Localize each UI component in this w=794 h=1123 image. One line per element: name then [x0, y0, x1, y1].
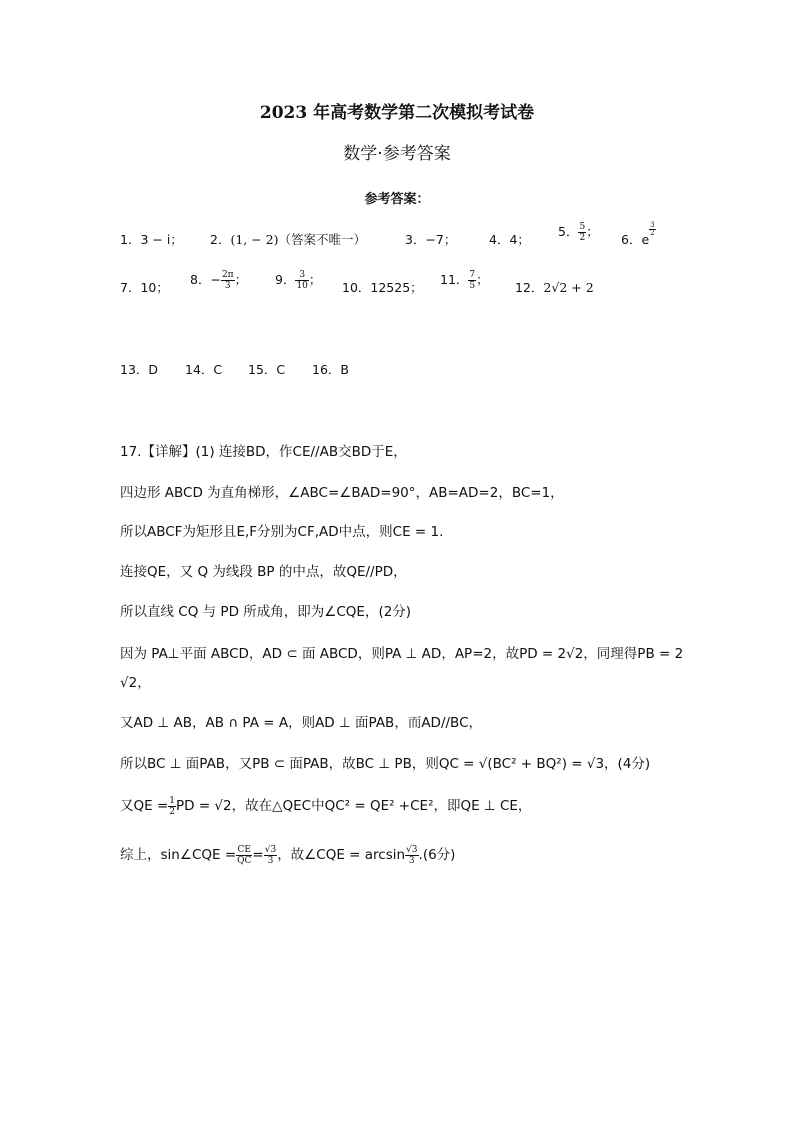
- solution-line-10-a: 综上，sin∠CQE =: [120, 847, 237, 863]
- solution-line-10: [120, 843, 455, 866]
- answer-12-value: 2√2 + 2: [543, 280, 594, 295]
- answer-9-fraction: [295, 270, 308, 291]
- answer-13: 13．D: [120, 362, 159, 377]
- answer-8-prefix: 8．−: [190, 272, 221, 287]
- answer-11-fraction: [468, 270, 476, 291]
- answer-2-prefix: 2．: [210, 232, 231, 247]
- solution-line-10-d: .(6分): [418, 847, 456, 863]
- answer-11: [440, 270, 489, 291]
- solution-line-9-numerator: 1: [169, 795, 175, 806]
- answer-8-semicolon: ；: [234, 272, 248, 287]
- answer-14: 14．C: [185, 362, 223, 377]
- answer-1: 1．3 − i；: [120, 232, 183, 247]
- answer-10: 10．12525；: [342, 280, 423, 295]
- answer-9-prefix: 9．: [275, 272, 296, 287]
- answer-9-numerator: 3: [295, 270, 308, 281]
- solution-line-8: 所以BC ⊥ 面PAB，又PB ⊂ 面PAB，故BC ⊥ PB，则QC = √(BC² + BQ²) = √3，(4分): [120, 756, 651, 772]
- answer-5: [558, 222, 599, 243]
- solution-line-10-num-1: CE: [237, 844, 251, 855]
- answer-5-numerator: 5: [579, 222, 586, 232]
- answer-16: 16．B: [312, 362, 349, 377]
- solution-line-10-den-3: 3: [408, 855, 415, 866]
- answer-11-denominator: 5: [469, 281, 476, 291]
- exam-subtitle: 数学·参考答案: [343, 144, 451, 164]
- solution-line-10-num-2: √3: [264, 844, 277, 855]
- solution-line-9-denominator: 2: [169, 806, 175, 817]
- solution-line-10-fraction-2: [264, 845, 277, 866]
- solution-line-10-den-1: QC: [237, 855, 252, 866]
- solution-line-6b: √2，: [120, 675, 151, 691]
- answer-8-fraction: [221, 270, 235, 291]
- answer-8-denominator: 3: [224, 281, 231, 291]
- answer-2-note: （答案不唯一）: [278, 232, 367, 247]
- answer-4: 4．4；: [489, 232, 530, 247]
- answer-6-exp-num: 3: [650, 221, 655, 229]
- solution-line-10-num-3: √3: [406, 844, 418, 855]
- solution-line-4: 连接QE，又 Q 为线段 BP 的中点，故QE//PD，: [120, 564, 407, 580]
- answer-9-denominator: 10: [296, 281, 308, 291]
- answer-12-prefix: 12．: [515, 280, 544, 295]
- answer-12: [515, 278, 594, 296]
- answer-6-exp-den: 2: [650, 229, 655, 237]
- solution-line-3: 所以ABCF为矩形且E,F分别为CF,AD中点，则CE = 1.: [120, 524, 444, 540]
- solution-line-5: 所以直线 CQ 与 PD 所成角，即为∠CQE，(2分): [120, 604, 412, 620]
- answer-11-prefix: 11．: [440, 272, 469, 287]
- solution-line-7: 又AD ⊥ AB，AB ∩ PA = A，则AD ⊥ 面PAB，而AD//BC，: [120, 715, 482, 731]
- answer-11-semicolon: ；: [476, 272, 489, 287]
- solution-line-9-a: 又QE =: [120, 798, 169, 814]
- solution-line-9-b: PD = √2，故在△QEC中QC² = QE² +CE²，即QE ⊥ CE，: [176, 798, 532, 814]
- answer-3: 3．−7；: [405, 232, 457, 247]
- answer-5-semicolon: ；: [586, 224, 599, 239]
- solution-line-10-fraction-3: [405, 845, 418, 866]
- exam-title: 2023 年高考数学第二次模拟考试卷: [259, 103, 535, 123]
- solution-line-9-fraction: [168, 796, 176, 817]
- answer-5-prefix: 5．: [558, 224, 579, 239]
- solution-line-6: 因为 PA⊥平面 ABCD，AD ⊂ 面 ABCD，则PA ⊥ AD，AP=2，故PD = 2√2，同理得PB = 2: [120, 646, 684, 662]
- solution-line-10-fraction-1: [236, 845, 252, 866]
- answer-6-prefix: 6．e: [621, 232, 650, 247]
- answer-6-exponent: [649, 222, 655, 237]
- answer-2-value: (1, − 2): [230, 232, 279, 247]
- answer-7: 7．10；: [120, 280, 169, 295]
- answer-9-semicolon: ；: [308, 272, 322, 287]
- solution-line-1: 17.【详解】(1) 连接BD，作CE//AB交BD于E，: [120, 444, 407, 460]
- answer-11-numerator: 7: [469, 270, 476, 280]
- answer-6: [621, 221, 656, 247]
- answer-9: [275, 270, 321, 291]
- solution-line-10-den-2: 3: [267, 855, 274, 866]
- solution-line-9: [120, 794, 531, 817]
- answer-2: [210, 230, 366, 248]
- section-heading: 参考答案：: [364, 192, 430, 207]
- answer-8: [190, 270, 247, 291]
- answer-5-denominator: 2: [579, 233, 586, 243]
- answer-8-numerator: 2π: [221, 270, 234, 280]
- solution-line-10-b: =: [252, 847, 264, 863]
- solution-line-10-c: ，故∠CQE = arcsin: [277, 847, 406, 863]
- answer-15: 15．C: [248, 362, 286, 377]
- solution-line-2: 四边形 ABCD 为直角梯形，∠ABC=∠BAD=90°，AB=AD=2，BC=1，: [120, 485, 564, 501]
